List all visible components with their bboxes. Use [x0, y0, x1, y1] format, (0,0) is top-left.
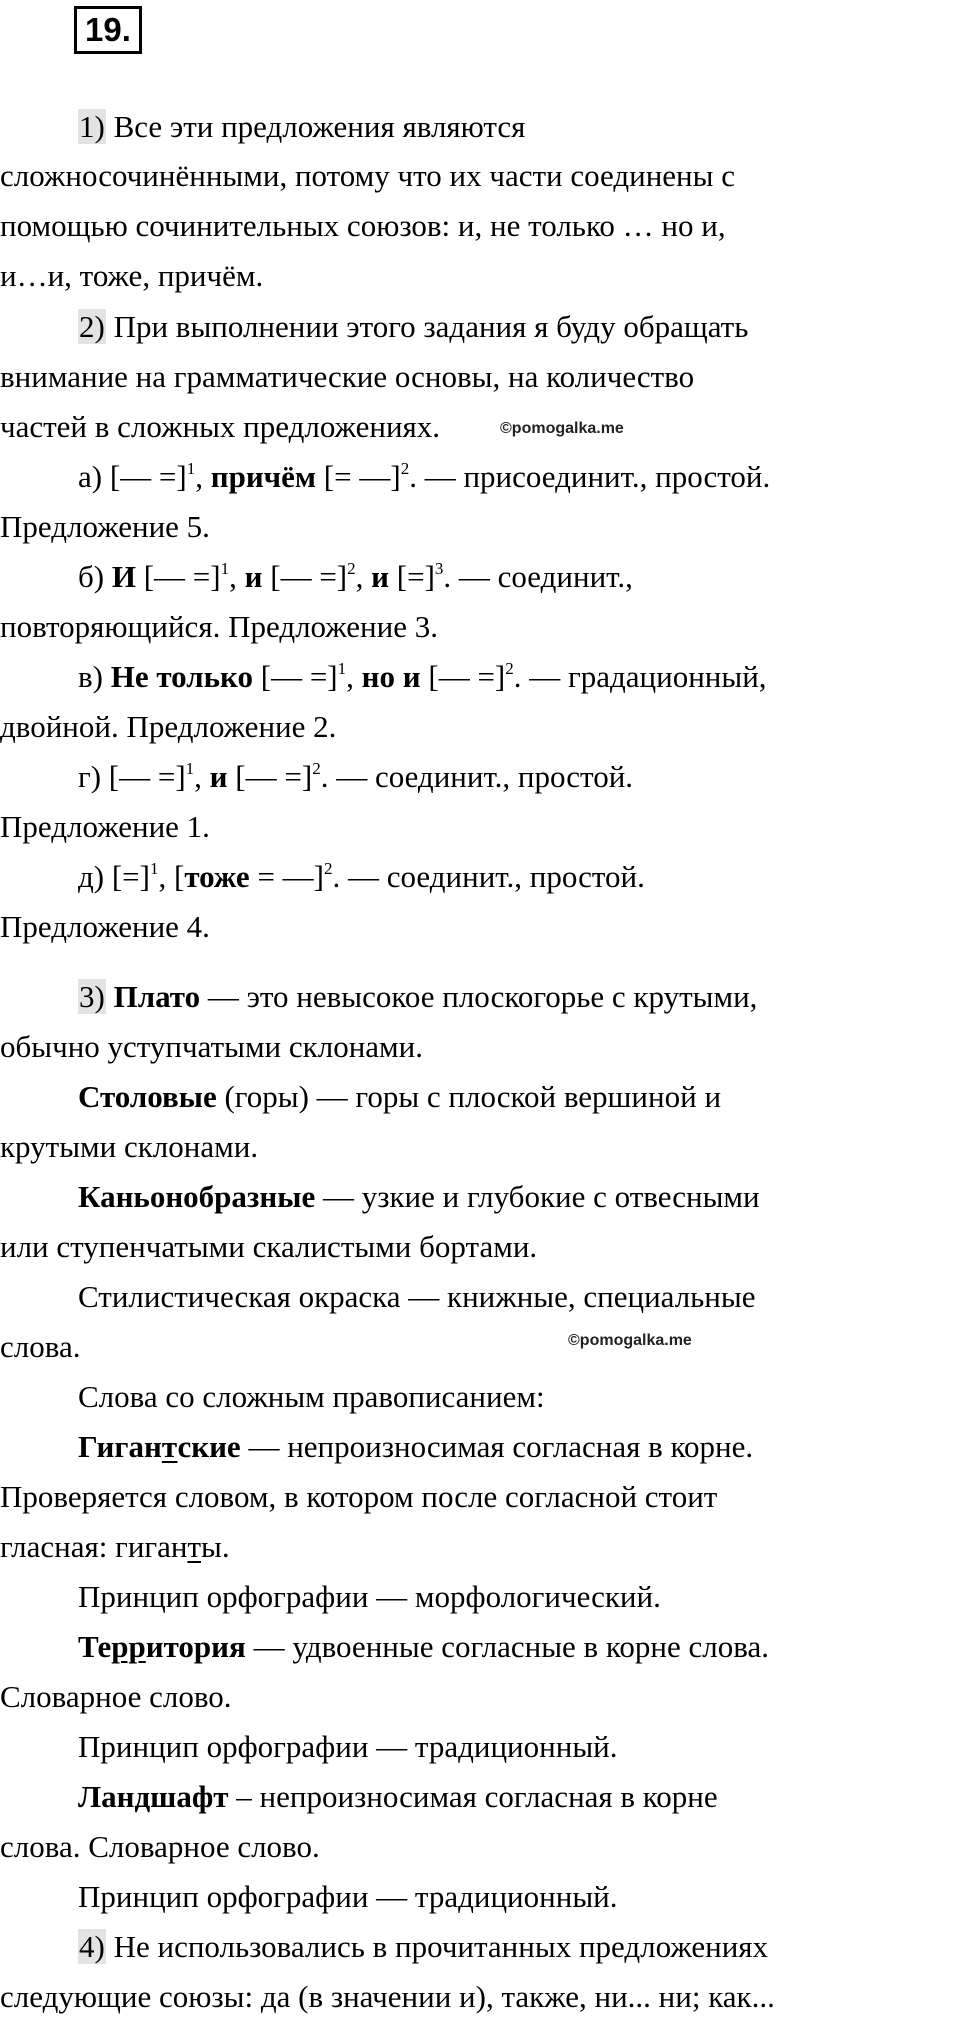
q3-style-line-2: слова. [0, 1329, 81, 1364]
q3-gig-line-1: Гигантские — непроизносимая согласная в корне. [78, 1429, 754, 1464]
q2-line-1: 2) При выполнении этого задания я буду обращать [79, 309, 749, 344]
watermark-2: ©pomogalka.me [568, 1332, 692, 1349]
q4-line-2: следующие союзы: да (в значении и), также, ни... ни; как... [0, 1979, 775, 2014]
item-g-line-2: Предложение 1. [0, 809, 210, 844]
q2-line-2: внимание на грамматические основы, на количество [0, 359, 695, 394]
q3-principle-trad-1: Принцип орфографии — традиционный. [78, 1729, 618, 1764]
item-a-line-2: Предложение 5. [0, 509, 210, 544]
q3-ter-line-2: Словарное слово. [0, 1679, 232, 1714]
item-g-line-1: г) [— =]$^1$, и [— =]$^2$. — соединит., простой. [78, 759, 634, 794]
q2-line-3: частей в сложных предложениях. [0, 409, 441, 444]
q1-number: 1) [79, 109, 105, 144]
item-d-line-2: Предложение 4. [0, 909, 210, 944]
q1-line-1: 1) Все эти предложения являются [79, 109, 526, 144]
q3-plato-line-2: обычно уступчатыми склонами. [0, 1029, 423, 1064]
q4-number: 4) [79, 1929, 105, 1964]
item-v-line-1: в) Не только [— =]$^1$, но и [— =]$^2$. — градационный, [78, 659, 767, 694]
q3-stol-line-1: Столовые (горы) — горы с плоской вершиной и [78, 1079, 722, 1114]
watermark-1: ©pomogalka.me [500, 420, 624, 437]
q1-line-4: и…и, тоже, причём. [0, 258, 264, 293]
item-b-line-1: б) И [— =]$^1$, и [— =]$^2$, и [=]$^3$. — соединит., [78, 559, 633, 594]
q4-line-1: 4) Не использовались в прочитанных предложениях [79, 1929, 769, 1964]
q3-principle-morph: Принцип орфографии — морфологический. [78, 1579, 661, 1614]
q1-line-3: помощью сочинительных союзов: и, не только … но и, [0, 208, 726, 243]
item-a-line-1: а) [— =]$^1$, причём [= —]$^2$. — присоединит., простой. [78, 459, 771, 494]
item-d-line-1: д) [=]$^1$, [тоже = —]$^2$. — соединит., простой. [78, 859, 645, 894]
q3-words-title: Слова со сложным правописанием: [78, 1379, 545, 1414]
q3-kan-line-2: или ступенчатыми скалистыми бортами. [0, 1229, 538, 1264]
q3-land-line-1: Ландшафт – непроизносимая согласная в корне [78, 1779, 718, 1814]
q3-stol-line-2: крутыми склонами. [0, 1129, 259, 1164]
q3-plato-line-1: 3) Плато — это невысокое плоскогорье с крутыми, [79, 979, 758, 1014]
exercise-number: 19. [74, 6, 142, 54]
q3-ter-line-1: Территория — удвоенные согласные в корне слова. [78, 1629, 769, 1664]
q1-line-2: сложносочинёнными, потому что их части соединены с [0, 158, 735, 193]
q3-kan-line-1: Каньонобразные — узкие и глубокие с отвесными [78, 1179, 760, 1214]
q3-land-line-2: слова. Словарное слово. [0, 1829, 320, 1864]
q2-number: 2) [79, 309, 105, 344]
q3-number: 3) [79, 979, 105, 1014]
q3-principle-trad-2: Принцип орфографии — традиционный. [78, 1879, 618, 1914]
item-v-line-2: двойной. Предложение 2. [0, 709, 337, 744]
q3-style-line-1: Стилистическая окраска — книжные, специальные [78, 1279, 756, 1314]
q3-gig-line-2: Проверяется словом, в котором после согласной стоит [0, 1479, 718, 1514]
item-b-line-2: повторяющийся. Предложение 3. [0, 609, 438, 644]
q3-gig-line-3: гласная: гиганты. [0, 1529, 230, 1564]
